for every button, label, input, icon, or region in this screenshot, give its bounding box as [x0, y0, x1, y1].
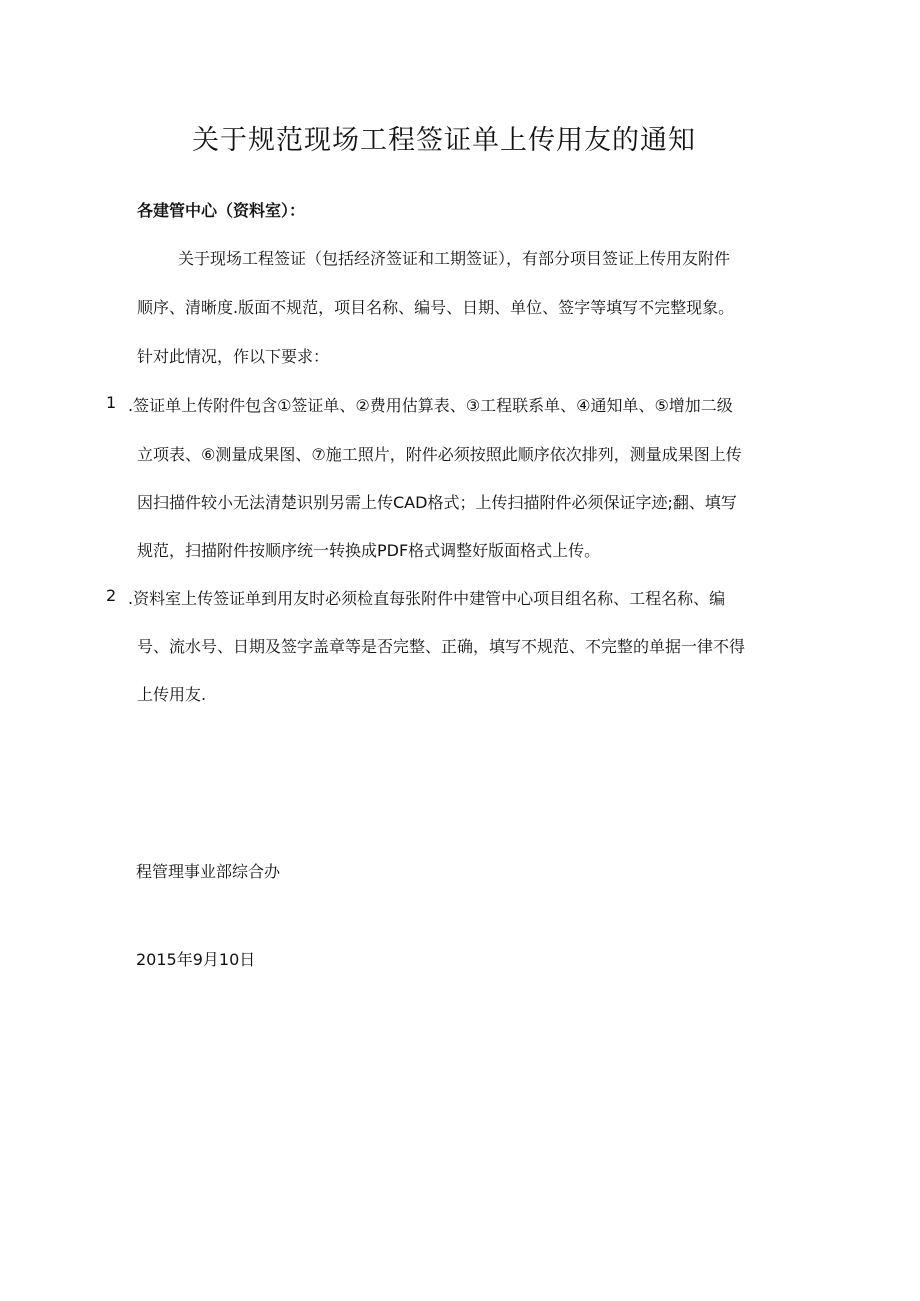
requirement-line: 立项表、⑥测量成果图、⑦施工照片，附件必须按照此顺序依次排列，测量成果图上传	[137, 445, 742, 464]
intro-line: 关于现场工程签证（包括经济签证和工期签证），有部分项目签证上传用友附件	[178, 249, 731, 268]
requirement-number: 1	[106, 393, 117, 412]
signature-department: 程管理事业部综合办	[136, 862, 281, 881]
requirement-line: .签证单上传附件包含①签证单、②费用估算表、③工程联系单、④通知单、⑤增加二级	[128, 396, 733, 415]
document-title: 关于规范现场工程签证单上传用友的通知	[192, 125, 696, 156]
requirement-number: 2	[106, 586, 117, 605]
salutation: 各建管中心（资料室）：	[137, 201, 306, 220]
requirement-line: .资料室上传签证单到用友时必须检直每张附件中建管中心项目组名称、工程名称、编	[128, 589, 726, 608]
requirement-line: 因扫描件较小无法清楚识别另需上传CAD格式；上传扫描附件必须保证字迹;翻、填写	[137, 493, 737, 512]
requirement-line: 上传用友.	[137, 685, 207, 704]
requirement-line: 规范，扫描附件按顺序统一转换成PDF格式调整好版面格式上传。	[137, 541, 601, 560]
intro-line: 顺序、清晰度.版面不规范，项目名称、编号、日期、单位、签字等填写不完整现象。	[137, 298, 735, 317]
signature-date: 2015年9月10日	[136, 950, 256, 969]
requirement-line: 号、流水号、日期及签字盖章等是否完整、正确，填写不规范、不完整的单据一律不得	[137, 637, 746, 656]
intro-line: 针对此情况，作以下要求：	[137, 347, 330, 366]
